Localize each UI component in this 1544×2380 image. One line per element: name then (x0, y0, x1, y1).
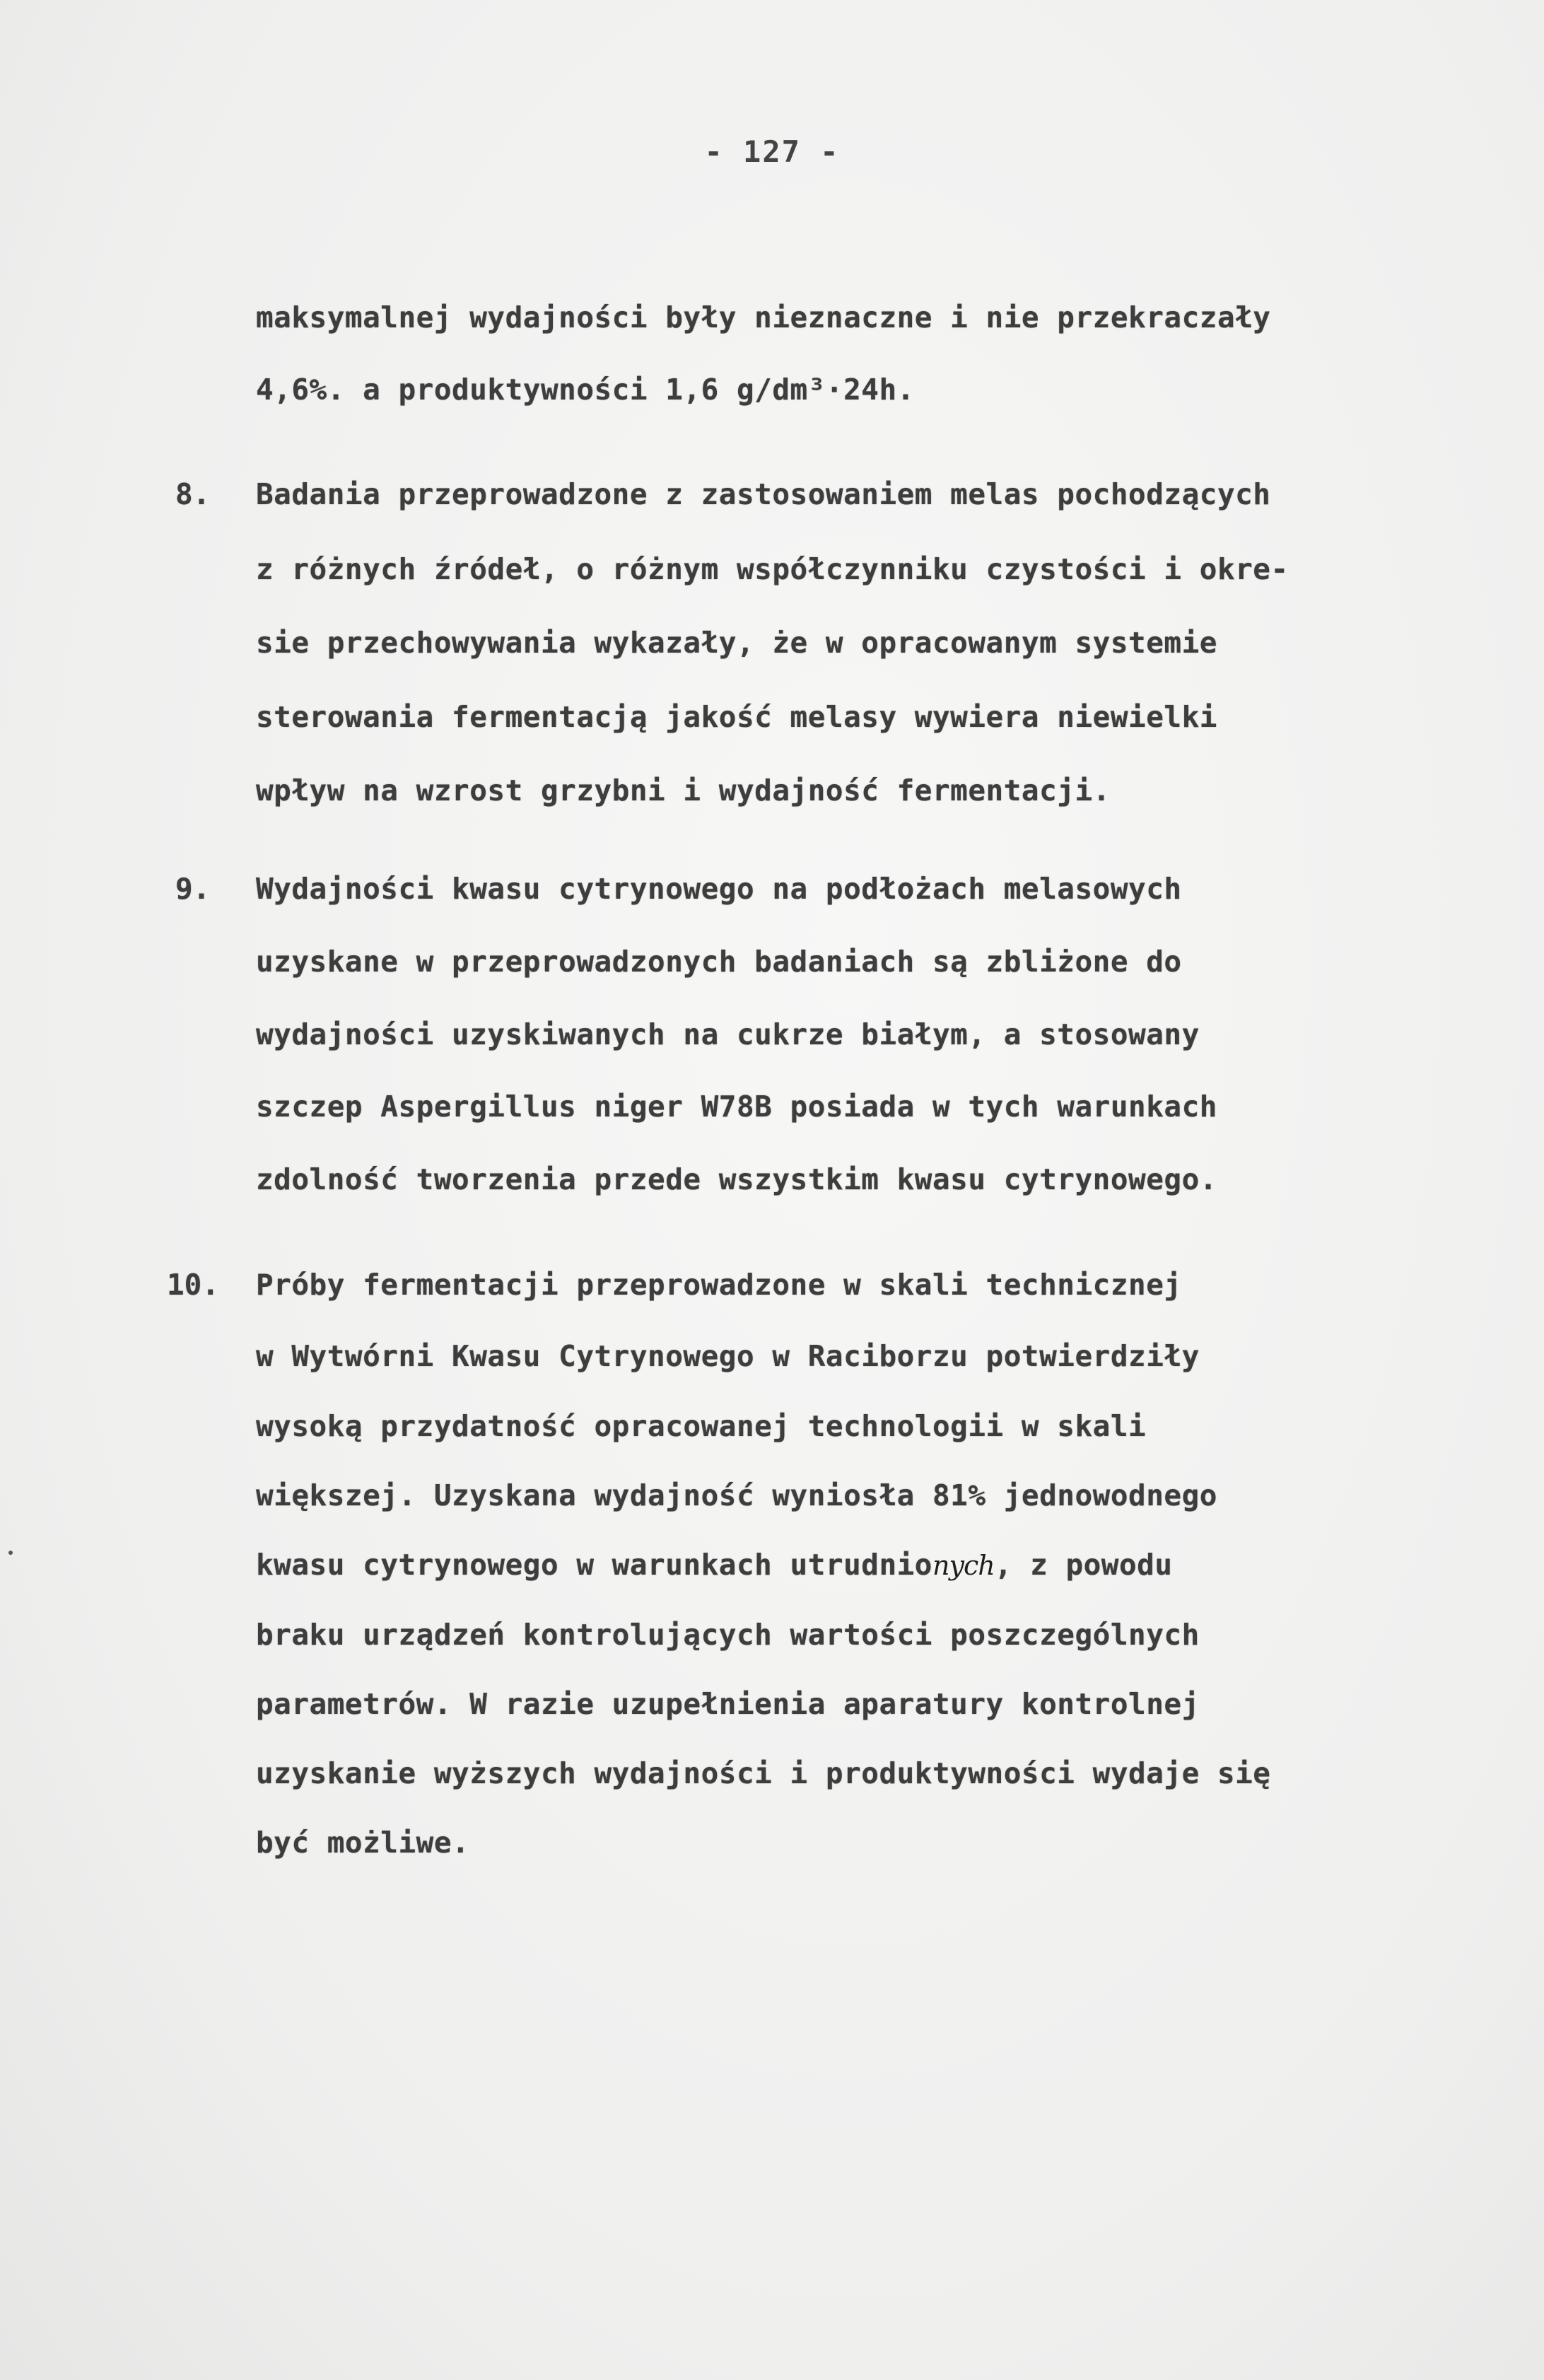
page-number: - 127 - (704, 134, 840, 169)
item-8-line-3: sie przechowywania wykazały, że w opracowanym systemie (256, 626, 1217, 660)
intro-line-1: maksymalnej wydajności były nieznaczne i nie przekraczały (256, 301, 1271, 334)
item-10-line-1: Próby fermentacji przeprowadzone w skali technicznej (256, 1268, 1182, 1302)
item-8-line-5: wpływ na wzrost grzybni i wydajność fermentacji. (256, 774, 1111, 807)
item-10-line-5-typed: kwasu cytrynowego w warunkach utrudnio (256, 1548, 932, 1582)
item-10-line-7: parametrów. W razie uzupełnienia aparatury kontrolnej (256, 1687, 1200, 1721)
item-9-line-2: uzyskane w przeprowadzonych badaniach są zbliżone do (256, 945, 1182, 979)
item-9-number: 9. (175, 872, 211, 906)
item-10-line-4: większej. Uzyskana wydajność wyniosła 81% jednowodnego (256, 1478, 1217, 1512)
item-10-line-8: uzyskanie wyższych wydajności i produktywności wydaje się (256, 1756, 1271, 1790)
intro-line-2: 4,6%. a produktywności 1,6 g/dm³·24h. (256, 373, 915, 407)
item-9-line-3: wydajności uzyskiwanych na cukrze białym, a stosowany (256, 1017, 1200, 1051)
item-10-line-3: wysoką przydatność opracowanej technologii w skali (256, 1409, 1147, 1443)
item-10-line-5 (256, 1548, 1173, 1582)
item-9-line-4: szczep Aspergillus niger W78B posiada w tych warunkach (256, 1090, 1217, 1124)
item-8-line-2: z różnych źródeł, o różnym współczynniku czystości i okre- (256, 552, 1289, 586)
item-9-line-5: zdolność tworzenia przede wszystkim kwasu cytrynowego. (256, 1162, 1217, 1196)
scan-speck (8, 1551, 13, 1555)
item-8-line-4: sterowania fermentacją jakość melasy wywiera niewielki (256, 700, 1217, 734)
item-10-line-9: być możliwe. (256, 1826, 470, 1860)
handwritten-correction: nych (932, 1550, 995, 1581)
item-10-line-5-tail: , z powodu (994, 1548, 1173, 1582)
item-8-number: 8. (175, 477, 211, 511)
item-9-line-1: Wydajności kwasu cytrynowego na podłożach melasowych (256, 872, 1182, 906)
item-10-line-6: braku urządzeń kontrolujących wartości poszczególnych (256, 1618, 1200, 1652)
item-10-number: 10. (167, 1268, 220, 1302)
item-10-line-2: w Wytwórni Kwasu Cytrynowego w Raciborzu potwierdziły (256, 1339, 1200, 1373)
item-8-line-1: Badania przeprowadzone z zastosowaniem melas pochodzących (256, 477, 1271, 511)
